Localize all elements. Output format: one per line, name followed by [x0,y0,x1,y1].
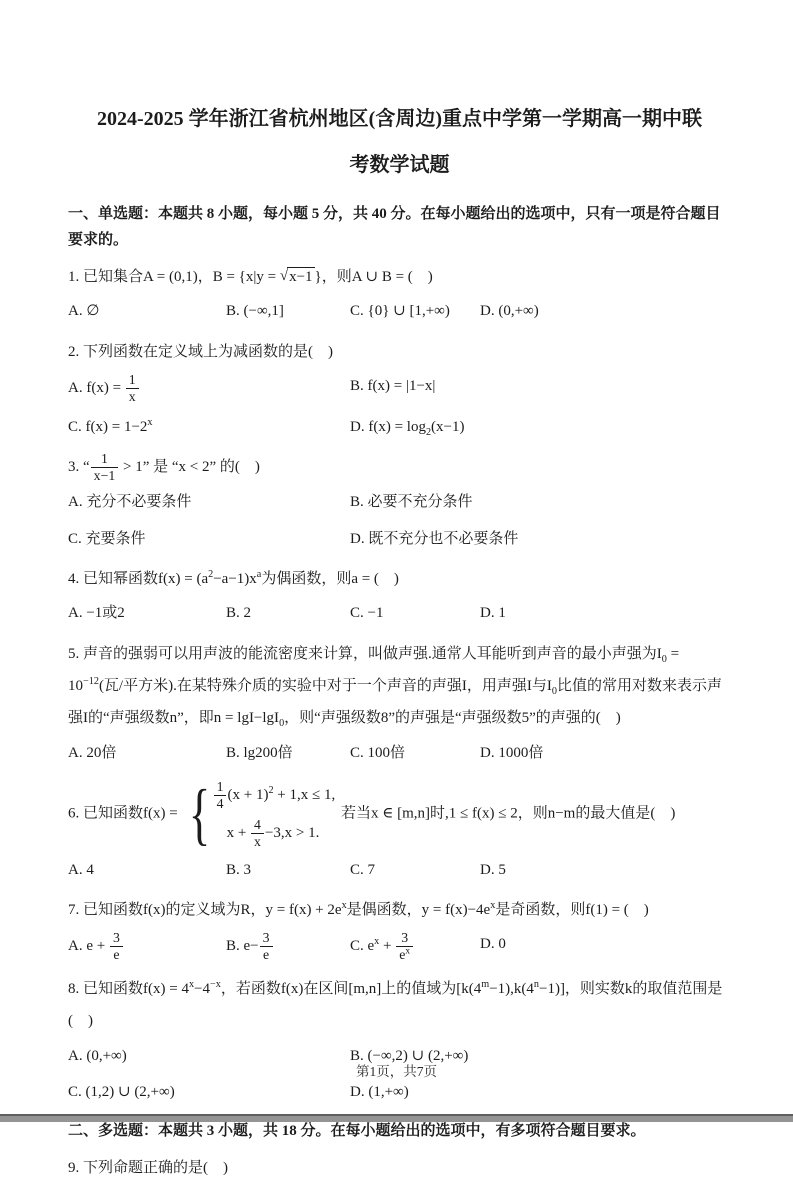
question-1-option-B: B. (−∞,1] [226,303,284,320]
section-heading-1: 一、单选题：本题共 8 小题，每小题 5 分，共 40 分。在每小题给出的选项中，只有一项是符合题目要求的。 [68,206,721,248]
question-2-option-A: A. f(x) = $\frac{1}{x}$ [68,372,350,405]
fraction: $\frac{1}{x}$ [126,372,139,405]
exam-title-line1: 2024-2025 学年浙江省杭州地区(含周边)重点中学第一学期高一期中联 [97,108,702,130]
question-1 [68,261,731,326]
question-1-option-D: D. (0,+∞) [480,303,539,320]
question-8-option-D: D. (1,+∞) [350,1084,409,1101]
question-3 [68,451,731,553]
question-7-option-D: D. 0 [480,936,506,953]
question-4-option-A: A. −1或2 [68,605,125,622]
fraction: $\frac{4}{x}$ [251,817,264,850]
question-8-option-C: C. (1,2) ∪ (2,+∞) [68,1084,175,1101]
fraction: $\frac{1}{x-1}$ [91,451,119,484]
question-4-option-C: C. −1 [350,605,384,622]
question-3-option-C: C. 充要条件 [68,530,146,547]
question-5-option-A: A. 20倍 [68,744,117,761]
piecewise-brace: { [189,775,211,852]
question-5 [68,638,731,767]
section-heading-2: 二、多选题：本题共 3 小题，共 18 分。在每小题给出的选项中，有多项符合题目要求。 [68,1122,646,1139]
piecewise-function [183,775,336,852]
question-options [68,488,731,553]
piecewise-case: x + $\frac{4}{x}$ −3,x > 1. [226,816,320,849]
question-7 [68,894,731,963]
question-8-option-A: A. (0,+∞) [68,1047,127,1064]
question-5-option-C: C. 100倍 [350,744,406,761]
question-5-option-D: D. 1000倍 [480,744,544,761]
square-root: √x−1 [279,268,313,285]
question-stem: 1. 已知集合A = (0,1)，B = {x|y = √x−1 }，则A ∪ B = ( ) [68,261,731,293]
question-1-option-C: C. {0} ∪ [1,+∞) [350,303,450,320]
question-3-option-A: A. 充分不必要条件 [68,494,192,511]
question-stem: 4. 已知幂函数$f(x) = (a^2-a-1)x^a$为偶函数，则a = ( ) [68,569,399,588]
exam-title [68,96,731,188]
exam-body [68,202,731,1184]
question-stem: 9. 下列命题正确的是( ) [68,1160,228,1177]
question-stem: 6. 已知函数f(x) = { $\frac{1}{4}$ $(x + 1)^2 + 1,x \le 1$, x + $\frac{4}{x}$ −3,x > 1. 若当x ∈ [m,n]时,1 ≤ f(x) ≤ 2，则n−m的最大值是( ) [68,775,676,852]
question-options [68,930,731,963]
question-7-option-A: A. e + $\frac{3}{e}$ [68,930,226,963]
question-8 [68,973,731,1107]
question-2-option-D: D. $f(x) = \log_2(x-1)$ [350,418,465,438]
question-stem: 2. 下列函数在定义域上为减函数的是( ) [68,343,333,360]
question-stem: 3. “ $\frac{1}{x-1}$ > 1” 是 “x < 2” 的( ) [68,451,260,484]
question-4-option-B: B. 2 [226,605,252,622]
question-7-option-B: B. e− $\frac{3}{e}$ [226,930,350,963]
fraction: $\frac{3}{e}$ [260,930,273,963]
question-6-option-A: A. 4 [68,861,94,878]
question-1-option-A: A. ∅ [68,303,100,320]
question-options [68,297,731,326]
question-2-option-C: C. $f(x) = 1-2^x$ [68,416,153,435]
question-3-option-D: D. 既不充分也不必要条件 [350,530,519,547]
question-stem: 5. 声音的强弱可以用声波的能流密度来计算，叫做声强.通常人耳能听到声音的最小声强为$I_0 = 10^{-12}$(瓦/平方米).在某特殊介质的实验中对于一个声音的声强I，用声强I与$I_0$比值的常用对数来表示声强I的“声强级数n”，即n = lgI−lgI$_0$，则“声强级数8”的声强是“声强级数5”的声强的( ) [68,645,722,730]
question-stem: 7. 已知函数f(x)的定义域为R，$y = f(x) + 2e^x$是偶函数，$y = f(x)-4e^x$是奇函数，则f(1) = ( ) [68,900,649,919]
question-6 [68,777,731,884]
page-bottom-edge [0,1114,793,1122]
question-5-option-B: B. lg200倍 [226,744,293,761]
question-options [68,856,731,885]
fraction: $\frac{3}{e^x}$ [396,930,413,963]
question-9 [68,1152,731,1184]
question-8-option-B: B. (−∞,2) ∪ (2,+∞) [350,1047,469,1064]
question-stem: 8. 已知函数$f(x) = 4^x-4^{-x}$，若函数f(x)在区间[m,n]上的值域为$[k(4^m-1),k(4^n-1)]$，则实数k的取值范围是( ) [68,979,723,1030]
exam-title-line2: 考数学试题 [349,154,450,176]
question-6-option-B: B. 3 [226,861,252,878]
question-6-option-D: D. 5 [480,861,506,878]
question-4 [68,563,731,628]
fraction: $\frac{1}{4}$ [214,779,227,812]
question-4-option-D: D. 1 [480,605,506,622]
question-2 [68,336,731,441]
question-2-option-B: B. f(x) = |1−x| [350,378,436,394]
page-number: 第1页，共7页 [356,1064,437,1079]
question-options [68,739,731,768]
question-options [68,372,731,441]
question-7-option-C: C. $e^x$ + $\frac{3}{e^x}$ [350,930,480,963]
question-6-option-C: C. 7 [350,861,376,878]
question-3-option-B: B. 必要不充分条件 [350,494,473,511]
piecewise-case: $\frac{1}{4}$ $(x + 1)^2 + 1,x \le 1$, [213,779,336,812]
fraction: $\frac{3}{e}$ [110,930,123,963]
question-options [68,599,731,628]
